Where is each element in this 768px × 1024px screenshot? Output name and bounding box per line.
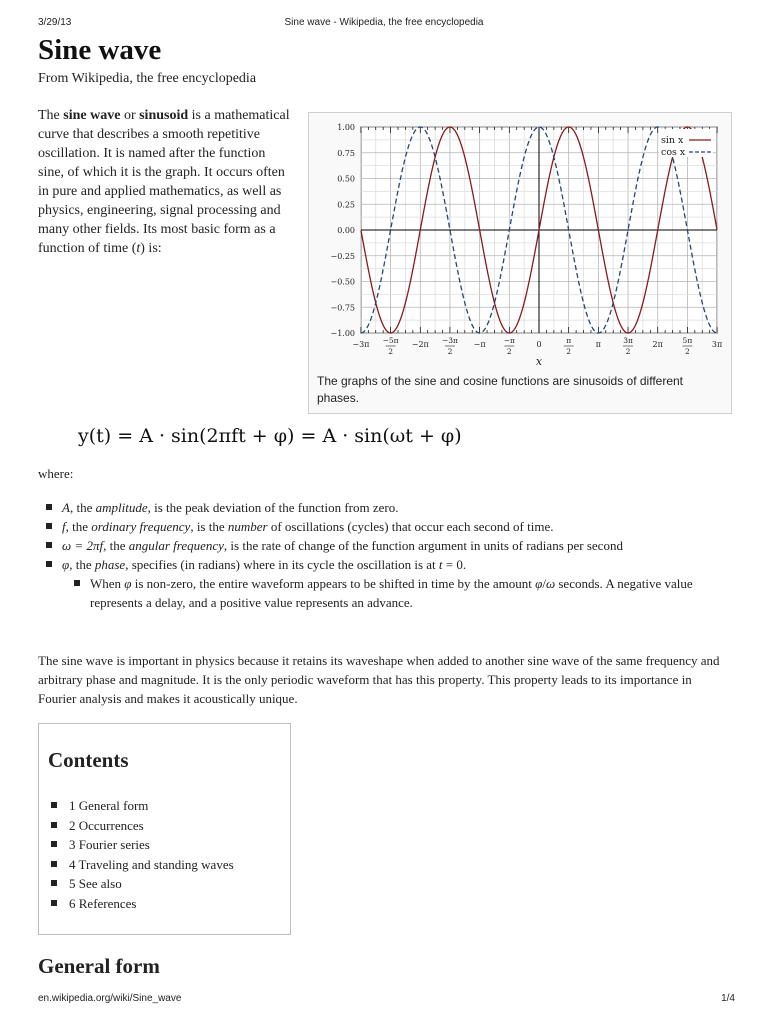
y-tick-label: 0.75 (337, 148, 355, 158)
symbol: ω = 2πf (62, 538, 104, 553)
y-tick-label: −0.25 (330, 251, 355, 261)
bullet-icon (51, 861, 57, 867)
x-tick-label: 3π (711, 340, 723, 349)
text: , the (69, 557, 95, 572)
toc-link[interactable]: 4 Traveling and standing waves (69, 856, 234, 872)
lead-text: The (38, 108, 64, 123)
term-link[interactable]: angular frequency (128, 538, 224, 553)
toc-item-general-form[interactable] (48, 796, 234, 816)
x-tick-label: 0 (536, 340, 542, 349)
text: , the (69, 500, 96, 515)
y-tick-label: 1.00 (337, 123, 355, 132)
toc-title: Contents (48, 748, 129, 772)
y-tick-label: 0.00 (337, 226, 355, 235)
legend-label: sin x (661, 135, 684, 146)
where-label: where: (38, 466, 74, 481)
text: / (542, 576, 546, 591)
term-emphasis: number (227, 519, 268, 534)
toc-link[interactable]: 1 General form (69, 798, 149, 813)
sine-cosine-chart (313, 119, 727, 373)
symbol: t (438, 557, 443, 572)
toc-item-fourier-series[interactable] (48, 835, 234, 855)
bullet-icon (46, 542, 52, 548)
chart-legend (659, 129, 713, 158)
symbol: A (62, 500, 70, 515)
term-link[interactable]: amplitude (95, 500, 148, 515)
text: , the (103, 538, 129, 553)
x-tick-label: 2 (388, 347, 393, 356)
x-tick-label: 2π (652, 340, 663, 349)
bullet-icon (46, 504, 52, 510)
toc-link[interactable]: 3 Fourier series (69, 837, 150, 853)
print-page-number: 1/4 (721, 993, 735, 1004)
text: When (90, 576, 125, 591)
x-tick-label: −3π (441, 336, 458, 345)
term-link[interactable]: ordinary frequency (91, 519, 191, 534)
symbol: φ (62, 557, 70, 572)
definition-list (38, 498, 728, 612)
symbol: f (62, 519, 66, 534)
toc-link[interactable]: 6 References (69, 895, 137, 911)
table-of-contents (38, 723, 291, 935)
lead-paragraph (38, 106, 294, 258)
print-header (0, 17, 768, 31)
bullet-icon (46, 523, 52, 529)
definition-angular-frequency (38, 536, 728, 555)
article-subtitle: From Wikipedia, the free encyclopedia (38, 71, 257, 86)
text: of oscillations (cycles) that occur each second of time. (267, 519, 554, 534)
term-link[interactable]: phase (94, 557, 126, 572)
symbol: ω (545, 576, 556, 591)
toc-item-traveling-waves[interactable] (48, 855, 234, 875)
y-tick-label: 0.25 (337, 200, 355, 210)
bullet-icon (51, 900, 57, 906)
x-tick-label: 2 (625, 347, 631, 356)
toc-item-occurrences[interactable] (48, 816, 234, 836)
x-tick-label: π (595, 340, 601, 349)
y-tick-label: −0.75 (330, 303, 355, 313)
bullet-icon (51, 880, 57, 886)
toc-item-see-also[interactable] (48, 874, 234, 894)
bullet-icon (46, 561, 52, 567)
section-heading-general-form: General form (38, 954, 160, 978)
symbol: φ (124, 576, 132, 591)
body-paragraph: The sine wave is important in physics because it retains its waveshape when added to another sine wave of the same frequency and arbitrary phase and magnitude. It is the only periodic waveform that has this property. This property leads to its importance in Fourier analysis and makes it acoustically unique. (38, 653, 720, 706)
text: , is the peak deviation of the function from zero. (147, 500, 399, 515)
print-date: 3/29/13 (38, 17, 72, 28)
bullet-icon (74, 580, 80, 586)
definition-amplitude (38, 498, 728, 517)
x-tick-label: 2 (685, 347, 690, 356)
text: , is the (190, 519, 228, 534)
sub-definition-list (62, 574, 728, 612)
x-tick-label: −5π (382, 336, 399, 345)
text: , specifies (in radians) where in its cycle the oscillation is at (125, 557, 439, 572)
print-footer (0, 993, 768, 1007)
x-tick-label: 3π (623, 336, 633, 345)
y-tick-label: −1.00 (330, 329, 355, 338)
toc-item-references[interactable] (48, 894, 234, 914)
text: seconds. A negative value represents a delay, and a positive value represents an advance. (90, 576, 693, 610)
bullet-icon (51, 822, 57, 828)
x-tick-label: −2π (411, 340, 429, 349)
time-symbol: t (136, 241, 141, 256)
term-sine-wave: sine wave (63, 108, 121, 123)
x-tick-label: 2 (566, 347, 572, 356)
legend-label: cos x (661, 147, 686, 158)
print-page-title: Sine wave - Wikipedia, the free encyclopedia (284, 17, 484, 28)
y-tick-label: −0.50 (330, 277, 355, 287)
x-tick-label: −3π (352, 340, 370, 349)
definition-phase (38, 555, 728, 612)
x-tick-label: 2 (506, 347, 512, 356)
x-tick-label: 2 (447, 347, 453, 356)
x-axis-label: x (535, 355, 543, 368)
y-tick-label: 0.50 (337, 174, 355, 184)
sine-cosine-figure (308, 112, 732, 414)
sub-definition (38, 574, 728, 612)
x-tick-label: −π (503, 336, 515, 345)
bullet-icon (51, 802, 57, 808)
definition-frequency (38, 517, 728, 536)
term-sinusoid: sinusoid (139, 108, 189, 123)
toc-link[interactable]: 2 Occurrences (69, 817, 144, 833)
x-tick-label: −π (473, 340, 486, 349)
figure-caption: The graphs of the sine and cosine functions are sinusoids of different phases. (317, 374, 684, 405)
lead-text: or (120, 108, 140, 123)
text: , the (65, 519, 92, 534)
text: = 0. (442, 557, 467, 572)
bullet-icon (51, 841, 57, 847)
sine-formula: y(t) = A · sin(2πft + φ) = A · sin(ωt + φ) (78, 425, 462, 447)
x-tick-label: 5π (682, 336, 693, 345)
symbol: φ (535, 576, 543, 591)
article-title: Sine wave (38, 34, 162, 66)
lead-text: ) is: (140, 241, 162, 256)
lead-text: is a mathematical curve that describes a smooth repetitive oscillation. It is named after the function sine, of which it is the graph. It occurs often in pure and applied mathematics, as well as physics, engineering, signal processing and many other fields. Its most basic form as a function of time ( (38, 108, 290, 256)
print-url: en.wikipedia.org/wiki/Sine_wave (38, 993, 182, 1004)
toc-list (48, 796, 234, 914)
text: , is the rate of change of the function argument in units of radians per second (223, 538, 623, 553)
text: is non-zero, the entire waveform appears to be shifted in time by the amount (131, 576, 536, 591)
x-tick-label: π (566, 336, 572, 345)
toc-link[interactable]: 5 See also (69, 876, 122, 892)
